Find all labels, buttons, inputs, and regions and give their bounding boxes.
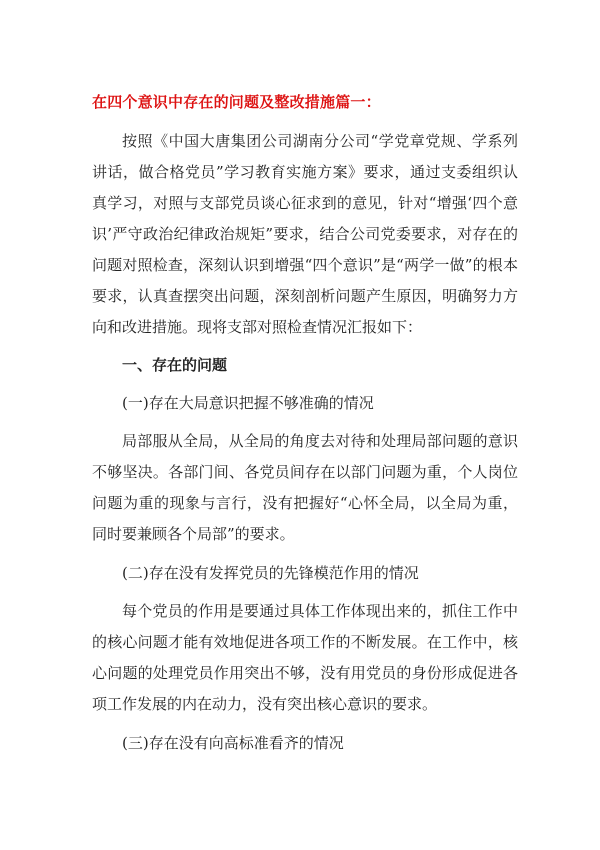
- document-title: 在四个意识中存在的问题及整改措施篇一：: [92, 93, 381, 111]
- intro-paragraph: 按照《中国大唐集团公司湖南分公司“学党章党规、学系列讲话，做合格党员”学习教育实施方案》要求，通过支委组织认真学习，对照与支部党员谈心征求到的意见，针对“增强‘四个意识’严守政治纪律政治规矩”要求，结合公司党委要求，对存在的问题对照检查，深刻认识到增强“四个意识”是“两学一做”的根本要求，认真查摆突出问题，深刻剖析问题产生原因，明确努力方向和改进措施。现将支部对照检查情况汇报如下：: [92, 132, 518, 336]
- subsection-heading-1: (一)存在大局意识把握不够准确的情况: [122, 394, 374, 412]
- section-heading-problems: 一、存在的问题: [122, 356, 228, 374]
- document-page: [92, 88, 518, 759]
- subsection-heading-3: (三)存在没有向高标准看齐的情况: [122, 734, 344, 752]
- subsection-body-1: 局部服从全局，从全局的角度去对待和处理局部问题的意识不够坚决。各部门间、各党员间存在以部门问题为重，个人岗位问题为重的现象与言行，没有把握好“心怀全局，以全局为重，同时要兼顾各个局部”的要求。: [92, 432, 518, 543]
- subsection-heading-2: (二)存在没有发挥党员的先锋模范作用的情况: [122, 564, 419, 582]
- subsection-body-2: 每个党员的作用是要通过具体工作体现出来的，抓住工作中的核心问题才能有效地促进各项工作的不断发展。在工作中，核心问题的处理党员作用突出不够，没有用党员的身份形成促进各项工作发展的内在动力，没有突出核心意识的要求。: [92, 602, 518, 713]
